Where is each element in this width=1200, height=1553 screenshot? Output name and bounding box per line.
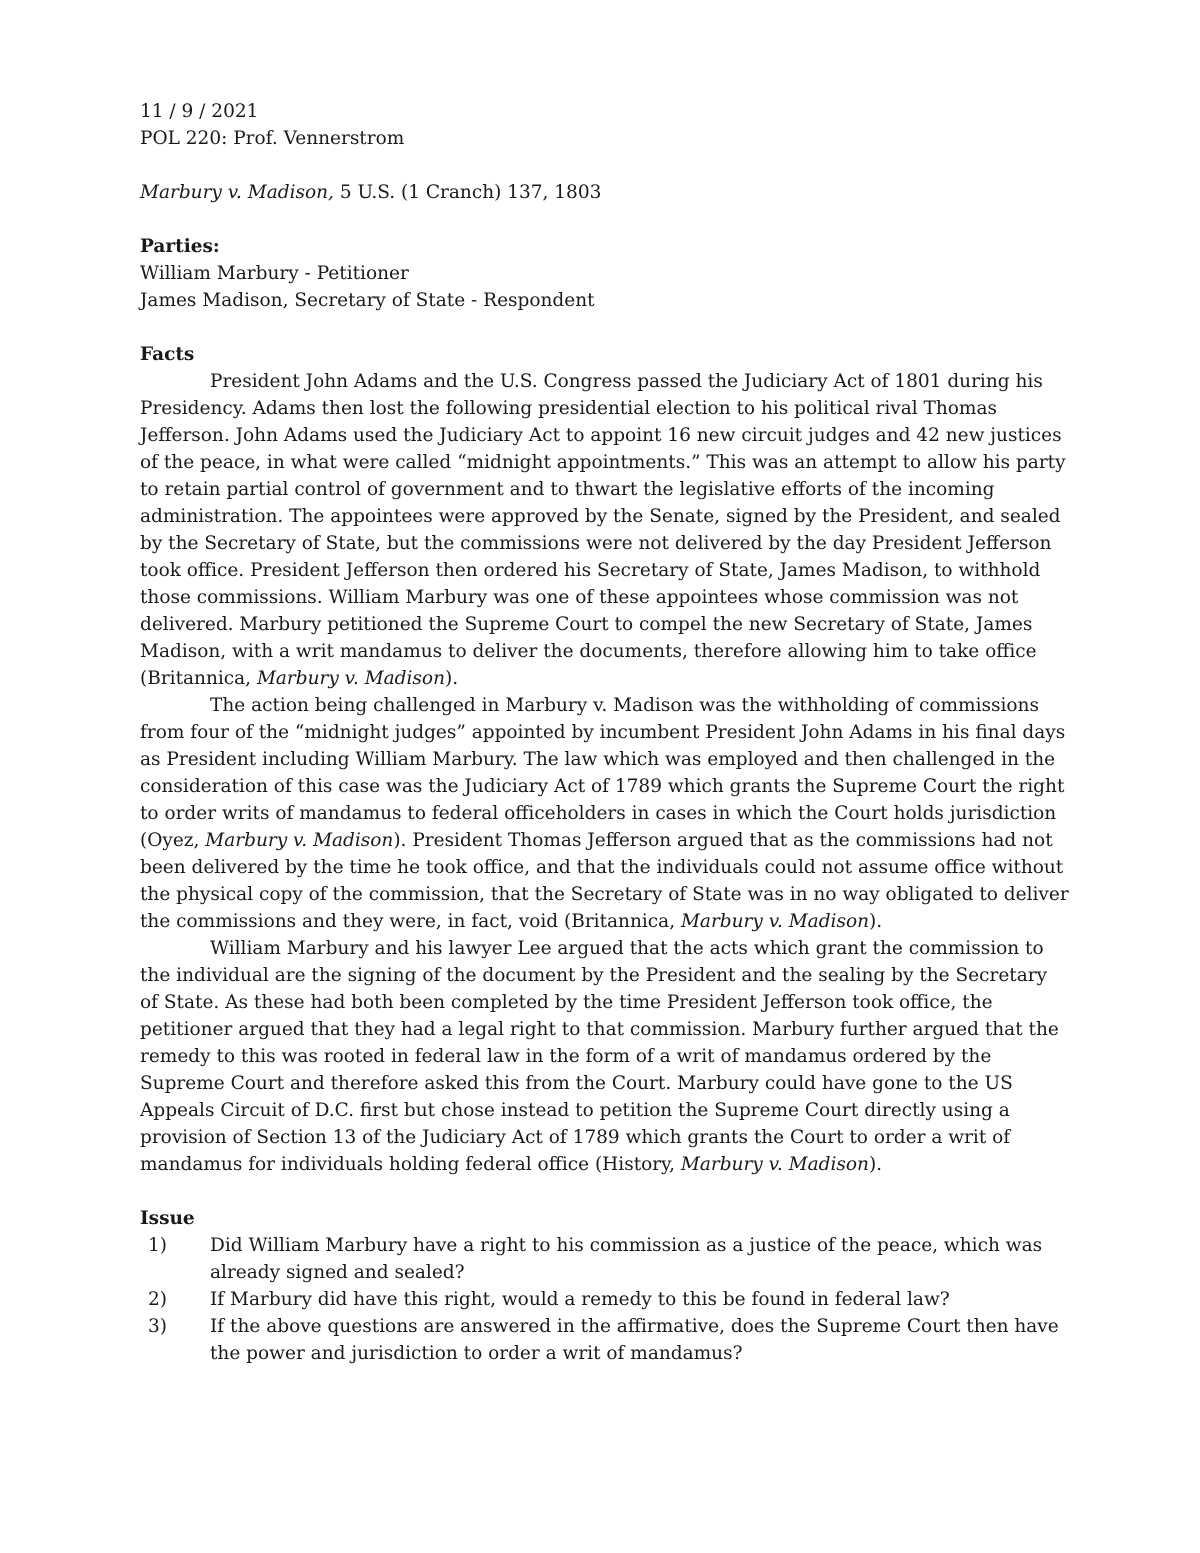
- issue-item: [140, 1313, 1070, 1367]
- issue-item: [140, 1232, 1070, 1286]
- petitioner-line: William Marbury - Petitioner: [140, 263, 409, 284]
- issue-item: [140, 1286, 1070, 1313]
- facts-p1-text: President John Adams and the U.S. Congress passed the Judiciary Act of 1801 during his Presidency. Adams then lost the following presidential election to his political rival Thomas Jefferson. John Adams used the Judiciary Act to appoint 16 new circuit judges and 42 new justices of the peace, in what were called “midnight appointments.” This was an attempt to allow his party to retain partial control of government and to thwart the legislative efforts of the incoming administration. The appointees were approved by the Senate, signed by the President, and sealed by the Secretary of State, but the commissions were not delivered by the day President Jefferson took office. President Jefferson then ordered his Secretary of State, James Madison, to withhold those commissions. William Marbury was one of these appointees whose commission was not delivered. Marbury petitioned the Supreme Court to compel the new Secretary of State, James Madison, with a writ mandamus to deliver the documents, therefore allowing him to take office (Britannica,: [140, 371, 1066, 689]
- facts-heading: Facts: [140, 344, 195, 365]
- parties-heading: Parties:: [140, 236, 220, 257]
- facts-paragraph-1: [140, 368, 1070, 692]
- case-name: Marbury v. Madison,: [140, 182, 334, 203]
- issue-number: 3): [148, 1316, 167, 1337]
- spacer: [140, 152, 1070, 179]
- course-line: POL 220: Prof. Vennerstrom: [140, 128, 405, 149]
- facts-p3-text: William Marbury and his lawyer Lee argued that the acts which grant the commission to the individual are the signing of the document by the President and the sealing by the Secretary of State. As these had both been completed by the time President Jefferson took office, the petitioner argued that they had a legal right to that commission. Marbury further argued that the remedy to this was rooted in federal law in the form of a writ of mandamus ordered by the Supreme Court and therefore asked this from the Court. Marbury could have gone to the US Appeals Circuit of D.C. first but chose instead to petition the Supreme Court directly using a provision of Section 13 of the Judiciary Act of 1789 which grants the Court to order a writ of mandamus for individuals holding federal office (History,: [140, 938, 1059, 1175]
- issue-number: 2): [148, 1289, 167, 1310]
- issue-number: 1): [148, 1235, 167, 1256]
- respondent-line: James Madison, Secretary of State - Respondent: [140, 290, 595, 311]
- facts-p1-end: ).: [444, 668, 459, 689]
- facts-p2-text-a: The action being challenged in Marbury v. Madison was the withholding of commissions from four of the “midnight judges” appointed by incumbent President John Adams in his final days as President including William Marbury. The law which was employed and then challenged in the consideration of this case was the Judiciary Act of 1789 which grants the Supreme Court the right to order writs of mandamus to federal officeholders in cases in which the Court holds jurisdiction (Oyez,: [140, 695, 1066, 851]
- facts-paragraph-3: [140, 935, 1070, 1178]
- document-content: [140, 98, 1070, 1367]
- facts-paragraph-2: [140, 692, 1070, 935]
- facts-p2-text-b: ). President Thomas Jefferson argued that as the commissions had not been delivered by the time he took office, and that the individuals could not assume office without the physical copy of the commission, that the Secretary of State was in no way obligated to deliver the commissions and they were, in fact, void (Britannica,: [140, 830, 1069, 932]
- issue-text: If the above questions are answered in the affirmative, does the Supreme Court then have the power and jurisdiction to order a writ of mandamus?: [210, 1316, 1059, 1364]
- issue-heading: Issue: [140, 1208, 195, 1229]
- facts-p3-end: ).: [868, 1154, 883, 1175]
- case-citation: [140, 179, 1070, 206]
- spacer: [140, 1178, 1070, 1205]
- facts-p3-citation: Marbury v. Madison: [680, 1154, 869, 1175]
- issue-list: [140, 1232, 1070, 1367]
- date-line: 11 / 9 / 2021: [140, 101, 259, 122]
- spacer: [140, 206, 1070, 233]
- facts-p1-citation: Marbury v. Madison: [256, 668, 445, 689]
- issue-text: If Marbury did have this right, would a remedy to this be found in federal law?: [210, 1289, 950, 1310]
- case-reference: 5 U.S. (1 Cranch) 137, 1803: [333, 182, 602, 203]
- facts-p2-end: ).: [869, 911, 883, 932]
- spacer: [140, 314, 1070, 341]
- facts-p2-citation-b: Marbury v. Madison: [680, 911, 870, 932]
- issue-text: Did William Marbury have a right to his commission as a justice of the peace, which was already signed and sealed?: [210, 1235, 1043, 1283]
- facts-p2-citation-a: Marbury v. Madison: [205, 830, 394, 851]
